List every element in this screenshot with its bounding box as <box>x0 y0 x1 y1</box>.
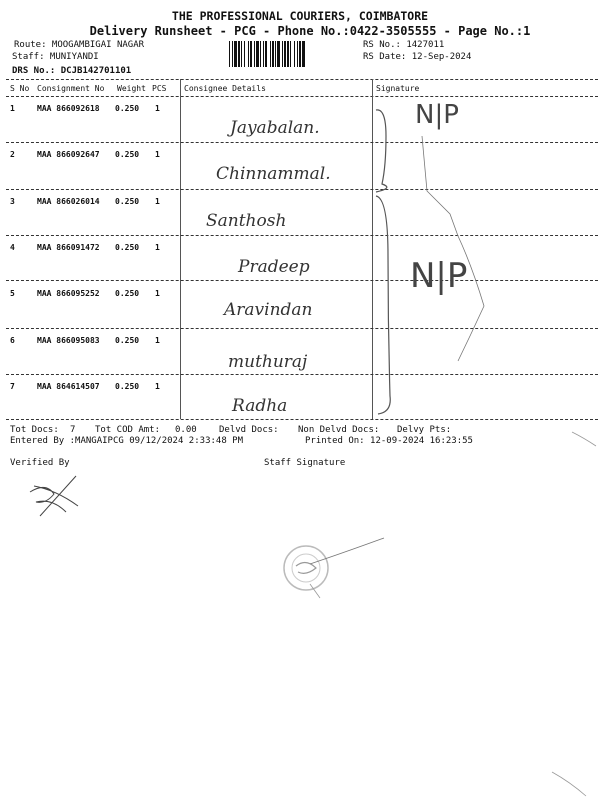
not-present-mark: N|P <box>415 100 459 130</box>
margin-mark <box>550 770 590 798</box>
col-weight-header: Weight <box>117 84 146 93</box>
consignee-handwriting: Santhosh <box>206 211 287 231</box>
barcode-bar <box>238 41 240 67</box>
col-consignment-header: Consignment No <box>37 84 105 93</box>
barcode-bar <box>254 41 255 67</box>
barcode-bar <box>256 41 259 67</box>
row-pcs: 1 <box>155 150 160 159</box>
barcode-bar <box>284 41 286 67</box>
barcode-bar <box>290 41 291 67</box>
runsheet-subtitle: Delivery Runsheet - PCG - Phone No.:0422-3505555 - Page No.:1 <box>89 24 531 38</box>
barcode-bar <box>265 41 267 67</box>
consignee-handwriting: Pradeep <box>238 257 310 277</box>
total-docs-value: 7 <box>70 425 76 435</box>
row-pcs: 1 <box>155 243 160 252</box>
barcode-bar <box>270 41 271 67</box>
row-sno: 5 <box>10 289 15 298</box>
margin-mark <box>570 430 598 450</box>
company-title: THE PROFESSIONAL COURIERS, COIMBATORE <box>171 9 429 23</box>
row-pcs: 1 <box>155 336 160 345</box>
barcode-bar <box>241 41 242 67</box>
consignee-handwriting: Radha <box>232 396 288 416</box>
barcode-image <box>229 41 353 67</box>
total-cod-label: Tot COD Amt: <box>95 425 161 435</box>
consignee-handwriting: Jayabalan. <box>230 118 320 138</box>
barcode-bar <box>277 41 280 67</box>
col-consignee-header: Consignee Details <box>184 84 266 93</box>
delivered-docs-label: Delvd Docs: <box>219 425 279 435</box>
barcode-bar <box>250 41 252 67</box>
row-pcs: 1 <box>155 104 160 113</box>
row-pcs: 1 <box>155 289 160 298</box>
total-docs-label: Tot Docs: <box>10 425 59 435</box>
row-consignment: MAA 864614507 <box>37 382 100 391</box>
verified-by-label: Verified By <box>10 458 70 468</box>
barcode-bar <box>299 41 301 67</box>
row-consignment: MAA 866026014 <box>37 197 100 206</box>
row-weight: 0.250 <box>115 382 140 391</box>
barcode-bar <box>234 41 237 67</box>
row-sno: 3 <box>10 197 15 206</box>
staff-text: Staff: MUNIYANDI <box>12 52 99 62</box>
row-weight: 0.250 <box>115 336 140 345</box>
row-weight: 0.250 <box>115 150 140 159</box>
row-sno: 2 <box>10 150 15 159</box>
row-sno: 1 <box>10 104 15 113</box>
row-consignment: MAA 866095252 <box>37 289 100 298</box>
barcode-bar <box>294 41 295 67</box>
rs-date: RS Date: 12-Sep-2024 <box>363 52 472 62</box>
row-weight: 0.250 <box>115 197 140 206</box>
col-signature-header: Signature <box>376 84 420 93</box>
row-consignment: MAA 866092618 <box>37 104 100 113</box>
barcode-bar <box>297 41 298 67</box>
row-sno: 7 <box>10 382 15 391</box>
row-sno: 4 <box>10 243 15 252</box>
barcode-bar <box>272 41 274 67</box>
barcode-bar <box>232 41 233 67</box>
consignee-handwriting: muthuraj <box>228 352 308 372</box>
verifier-signature-scribble <box>26 472 86 522</box>
row-weight: 0.250 <box>115 243 140 252</box>
row-weight: 0.250 <box>115 289 140 298</box>
barcode-bar <box>302 41 305 67</box>
col-sno-header: S No <box>10 84 30 93</box>
not-present-mark: N|P <box>410 256 468 296</box>
signature-bracket-marks <box>372 96 598 426</box>
rs-number: RS No.: 1427011 <box>363 40 445 50</box>
barcode-bar <box>282 41 283 67</box>
entered-by: Entered By :MANGAIPCG 09/12/2024 2:33:48 PM <box>10 436 243 446</box>
table-top-rule <box>6 79 598 80</box>
row-pcs: 1 <box>155 197 160 206</box>
barcode-bar <box>229 41 230 67</box>
total-cod-value: 0.00 <box>175 425 197 435</box>
column-divider <box>180 79 181 419</box>
barcode-bar <box>244 41 245 67</box>
route-text: Route: MOOGAMBIGAI NAGAR <box>14 40 145 50</box>
staff-signature-label: Staff Signature <box>264 458 346 468</box>
row-consignment: MAA 866092647 <box>37 150 100 159</box>
consignee-handwriting: Aravindan <box>224 300 313 320</box>
row-pcs: 1 <box>155 382 160 391</box>
barcode-bar <box>287 41 289 67</box>
drs-number: DRS No.: DCJB142701101 <box>12 66 132 76</box>
barcode-bar <box>248 41 249 67</box>
stamp-mark <box>280 536 390 606</box>
non-delivered-docs-label: Non Delvd Docs: <box>298 425 380 435</box>
row-weight: 0.250 <box>115 104 140 113</box>
row-consignment: MAA 866095083 <box>37 336 100 345</box>
col-pcs-header: PCS <box>152 84 167 93</box>
barcode-bar <box>263 41 264 67</box>
barcode-bar <box>260 41 261 67</box>
consignee-handwriting: Chinnammal. <box>216 164 331 184</box>
row-sno: 6 <box>10 336 15 345</box>
delivery-points-label: Delvy Pts: <box>397 425 452 435</box>
row-consignment: MAA 866091472 <box>37 243 100 252</box>
printed-on: Printed On: 12-09-2024 16:23:55 <box>305 436 473 446</box>
barcode-bar <box>275 41 276 67</box>
